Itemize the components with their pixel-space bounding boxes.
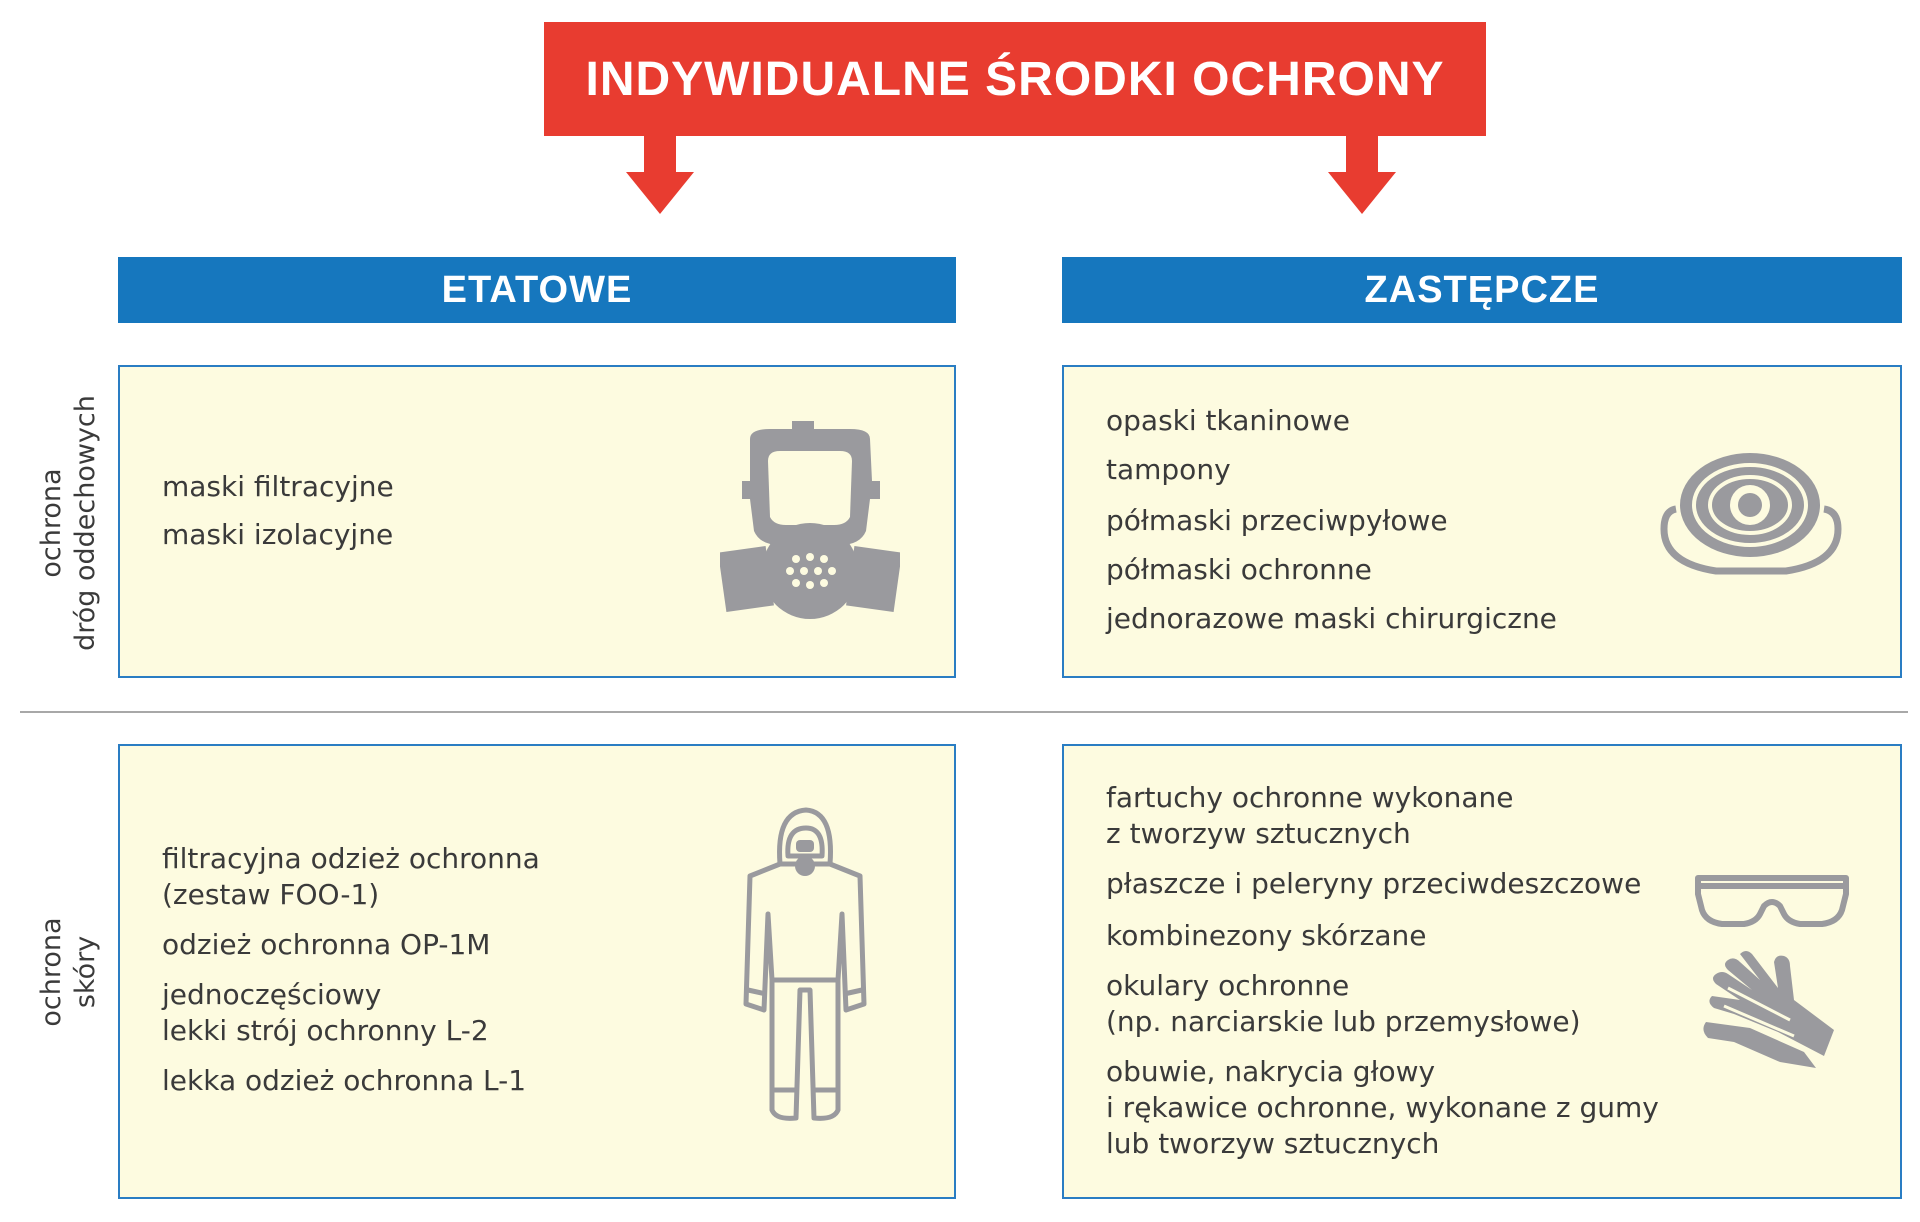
goggles-icon — [1692, 868, 1852, 932]
list-item: lekka odzież ochronna L-1 — [162, 1064, 527, 1097]
list-item: maski filtracyjne — [162, 470, 394, 503]
list-item: tampony — [1106, 453, 1231, 486]
item-list — [162, 841, 540, 1099]
dust-mask-icon — [1656, 447, 1846, 587]
item-list — [1106, 403, 1557, 637]
list-item: płaszcze i peleryny przeciwdeszczowe — [1106, 867, 1642, 900]
row-divider — [20, 711, 1908, 713]
column-header-zastepcze: ZASTĘPCZE — [1062, 257, 1902, 323]
column-header-etatowe: ETATOWE — [118, 257, 956, 323]
cell-skin-zastepcze — [1062, 744, 1902, 1199]
item-list — [1106, 780, 1659, 1162]
row-label-respiratory: ochrona dróg oddechowych — [36, 395, 101, 651]
list-item: opaski tkaninowe — [1106, 404, 1350, 437]
list-item: półmaski ochronne — [1106, 553, 1372, 586]
list-item: okulary ochronne (np. narciarskie lub przemysłowe) — [1106, 969, 1581, 1038]
row-label-skin: ochrona skóry — [36, 917, 101, 1027]
list-item: obuwie, nakrycia głowy i rękawice ochronne, wykonane z gumy lub tworzyw sztucznych — [1106, 1055, 1659, 1160]
list-item: półmaski przeciwpyłowe — [1106, 504, 1448, 537]
cell-respiratory-etatowe — [118, 365, 956, 678]
cell-skin-etatowe — [118, 744, 956, 1199]
list-item: maski izolacyjne — [162, 518, 394, 551]
protective-suit-icon — [740, 804, 870, 1124]
item-list — [162, 469, 394, 553]
list-item: jednorazowe maski chirurgiczne — [1106, 602, 1557, 635]
arrow-down-left-icon — [626, 136, 694, 214]
arrow-down-right-icon — [1328, 136, 1396, 214]
list-item: filtracyjna odzież ochronna (zestaw FOO-1) — [162, 842, 540, 911]
main-title: INDYWIDUALNE ŚRODKI OCHRONY — [544, 22, 1486, 136]
cell-respiratory-zastepcze — [1062, 365, 1902, 678]
gloves-icon — [1694, 944, 1844, 1074]
list-item: jednoczęściowy lekki strój ochronny L-2 — [162, 978, 489, 1047]
list-item: kombinezony skórzane — [1106, 919, 1427, 952]
list-item: odzież ochronna OP-1M — [162, 928, 491, 961]
gas-mask-icon — [720, 421, 900, 621]
list-item: fartuchy ochronne wykonane z tworzyw sztucznych — [1106, 781, 1514, 850]
